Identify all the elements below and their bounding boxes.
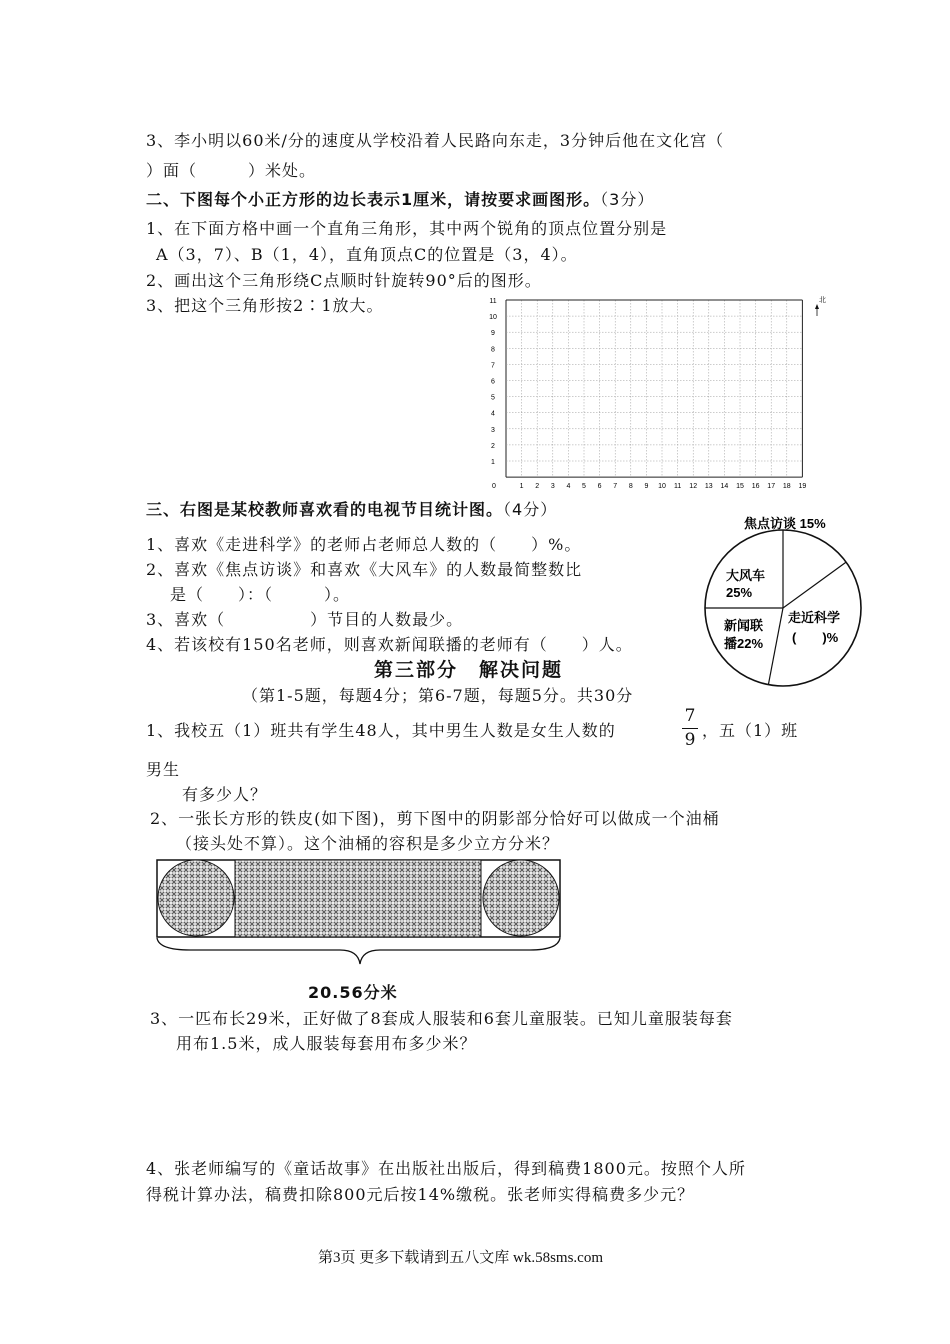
grid-y-label: 5 bbox=[491, 394, 495, 402]
question-text: 男生 bbox=[146, 760, 181, 779]
question-text: 1、喜欢《走进科学》的老师占老师总人数的（ ）%。 bbox=[146, 535, 582, 554]
part-title: 第三部分 解决问题 bbox=[374, 659, 564, 681]
pie-label-dafengche: 大风车 bbox=[726, 568, 766, 583]
question-text: 3、李小明以60米/分的速度从学校沿着人民路向东走，3分钟后他在文化宫（ bbox=[146, 131, 725, 150]
grid-x-label: 6 bbox=[597, 483, 602, 491]
iron-sheet-diagram bbox=[150, 852, 570, 992]
page-footer: 第3页 更多下载请到五八文库 wk.58sms.com bbox=[318, 1250, 604, 1266]
grid-x-label: 3 bbox=[550, 483, 555, 491]
grid-y-label: 10 bbox=[489, 314, 497, 322]
grid-y-label: 7 bbox=[491, 362, 495, 370]
grid-x-label: 13 bbox=[704, 483, 713, 491]
grid-x-label: 14 bbox=[720, 483, 729, 491]
grid-x-label: 5 bbox=[582, 483, 586, 491]
question-text: A（3，7）、B（1，4），直角顶点C的位置是（3，4）。 bbox=[156, 245, 578, 264]
grid-y-label: 1 bbox=[491, 459, 495, 466]
section-title: 二、下图每个小正方形的边长表示1厘米，请按要求画图形。（3分） bbox=[146, 190, 655, 209]
pie-chart bbox=[700, 512, 880, 692]
coordinate-grid[interactable] bbox=[482, 292, 842, 492]
grid-y-label: 3 bbox=[491, 426, 495, 434]
pie-label-dafengche-value: 25% bbox=[726, 585, 753, 600]
north-label: 北 bbox=[819, 297, 826, 304]
question-text: 3、一匹布长29米，正好做了8套成人服装和6套儿童服装。已知儿童服装每套 bbox=[150, 1009, 733, 1028]
grid-y-label: 6 bbox=[491, 378, 495, 386]
grid-x-label: 4 bbox=[566, 483, 571, 491]
grid-x-label: 11 bbox=[673, 483, 682, 491]
grid-x-label: 19 bbox=[798, 483, 807, 491]
fraction-denominator: 9 bbox=[684, 730, 696, 750]
question-text: 1、我校五（1）班共有学生48人，其中男生人数是女生人数的 bbox=[146, 721, 616, 740]
question-text: ，五（1）班 bbox=[702, 721, 799, 740]
question-text: 1、在下面方格中画一个直角三角形，其中两个锐角的顶点位置分别是 bbox=[146, 219, 668, 238]
part-subtitle: （第1-5题，每题4分；第6-7题，每题5分。共30分 bbox=[242, 686, 634, 705]
grid-y-label: 8 bbox=[491, 346, 495, 354]
north-arrowhead-icon bbox=[815, 304, 819, 309]
grid-x-label: 0 bbox=[492, 483, 496, 491]
pie-label-zoujin: 走近科学 bbox=[788, 610, 841, 625]
grid-x-label: 2 bbox=[535, 483, 540, 491]
question-text: 2、一张长方形的铁皮(如下图)，剪下图中的阴影部分恰好可以做成一个油桶 bbox=[150, 809, 720, 828]
grid-y-label: 9 bbox=[491, 330, 495, 338]
section-title: 三、右图是某校教师喜欢看的电视节目统计图。（4分） bbox=[146, 500, 558, 519]
grid-x-label: 9 bbox=[644, 483, 649, 491]
grid-x-label: 12 bbox=[689, 483, 698, 491]
grid-x-label: 1 bbox=[519, 483, 524, 491]
pie-label-zoujin-value: ( )% bbox=[792, 630, 839, 645]
grid-y-label: 11 bbox=[489, 298, 497, 305]
grid-y-label: 2 bbox=[491, 442, 495, 450]
fraction-bar bbox=[682, 728, 698, 729]
grid-x-label: 8 bbox=[628, 483, 633, 491]
drum-side-rectangle bbox=[235, 860, 481, 937]
grid-x-label: 15 bbox=[736, 483, 744, 491]
grid-x-label: 7 bbox=[613, 483, 618, 491]
question-text: 用布1.5米，成人服装每套用布多少米？ bbox=[176, 1034, 477, 1053]
pie-label-jiaodian: 焦点访谈 15% bbox=[744, 516, 826, 531]
question-text: 2、喜欢《焦点访谈》和喜欢《大风车》的人数最简整数比 bbox=[146, 560, 583, 579]
dimension-label: 20.56分米 bbox=[308, 983, 398, 1002]
question-text: 有多少人？ bbox=[182, 785, 268, 804]
grid-y-label: 4 bbox=[491, 410, 495, 418]
question-text: 3、把这个三角形按2∶1放大。 bbox=[146, 296, 384, 315]
pie-label-xinwen-value: 播22% bbox=[724, 636, 764, 651]
question-text: ）面（ ）米处。 bbox=[146, 161, 317, 180]
grid-x-label: 10 bbox=[658, 483, 666, 491]
pie-label-xinwen: 新闻联 bbox=[724, 618, 764, 633]
question-text: （接头处不算）。这个油桶的容积是多少立方分米？ bbox=[176, 834, 560, 853]
question-text: 2、画出这个三角形绕C点顺时针旋转90°后的图形。 bbox=[146, 271, 542, 290]
question-text: 3、喜欢（ ）节目的人数最少。 bbox=[146, 610, 464, 629]
grid-x-label: 16 bbox=[751, 483, 760, 491]
grid-x-label: 17 bbox=[767, 483, 776, 491]
question-text: 是（ ）：（ ）。 bbox=[170, 585, 351, 604]
question-text: 4、若该校有150名老师，则喜欢新闻联播的老师有（ ）人。 bbox=[146, 635, 633, 654]
grid-x-label: 18 bbox=[782, 483, 791, 491]
fraction-numerator: 7 bbox=[684, 706, 696, 726]
drum-base-circle-right bbox=[483, 860, 559, 936]
dimension-brace bbox=[157, 938, 560, 964]
question-text: 4、张老师编写的《童话故事》在出版社出版后，得到稿费1800元。按照个人所 bbox=[146, 1159, 746, 1178]
question-text: 得税计算办法，稿费扣除800元后按14%缴税。张老师实得稿费多少元？ bbox=[146, 1185, 695, 1204]
drum-base-circle-left bbox=[158, 860, 234, 936]
